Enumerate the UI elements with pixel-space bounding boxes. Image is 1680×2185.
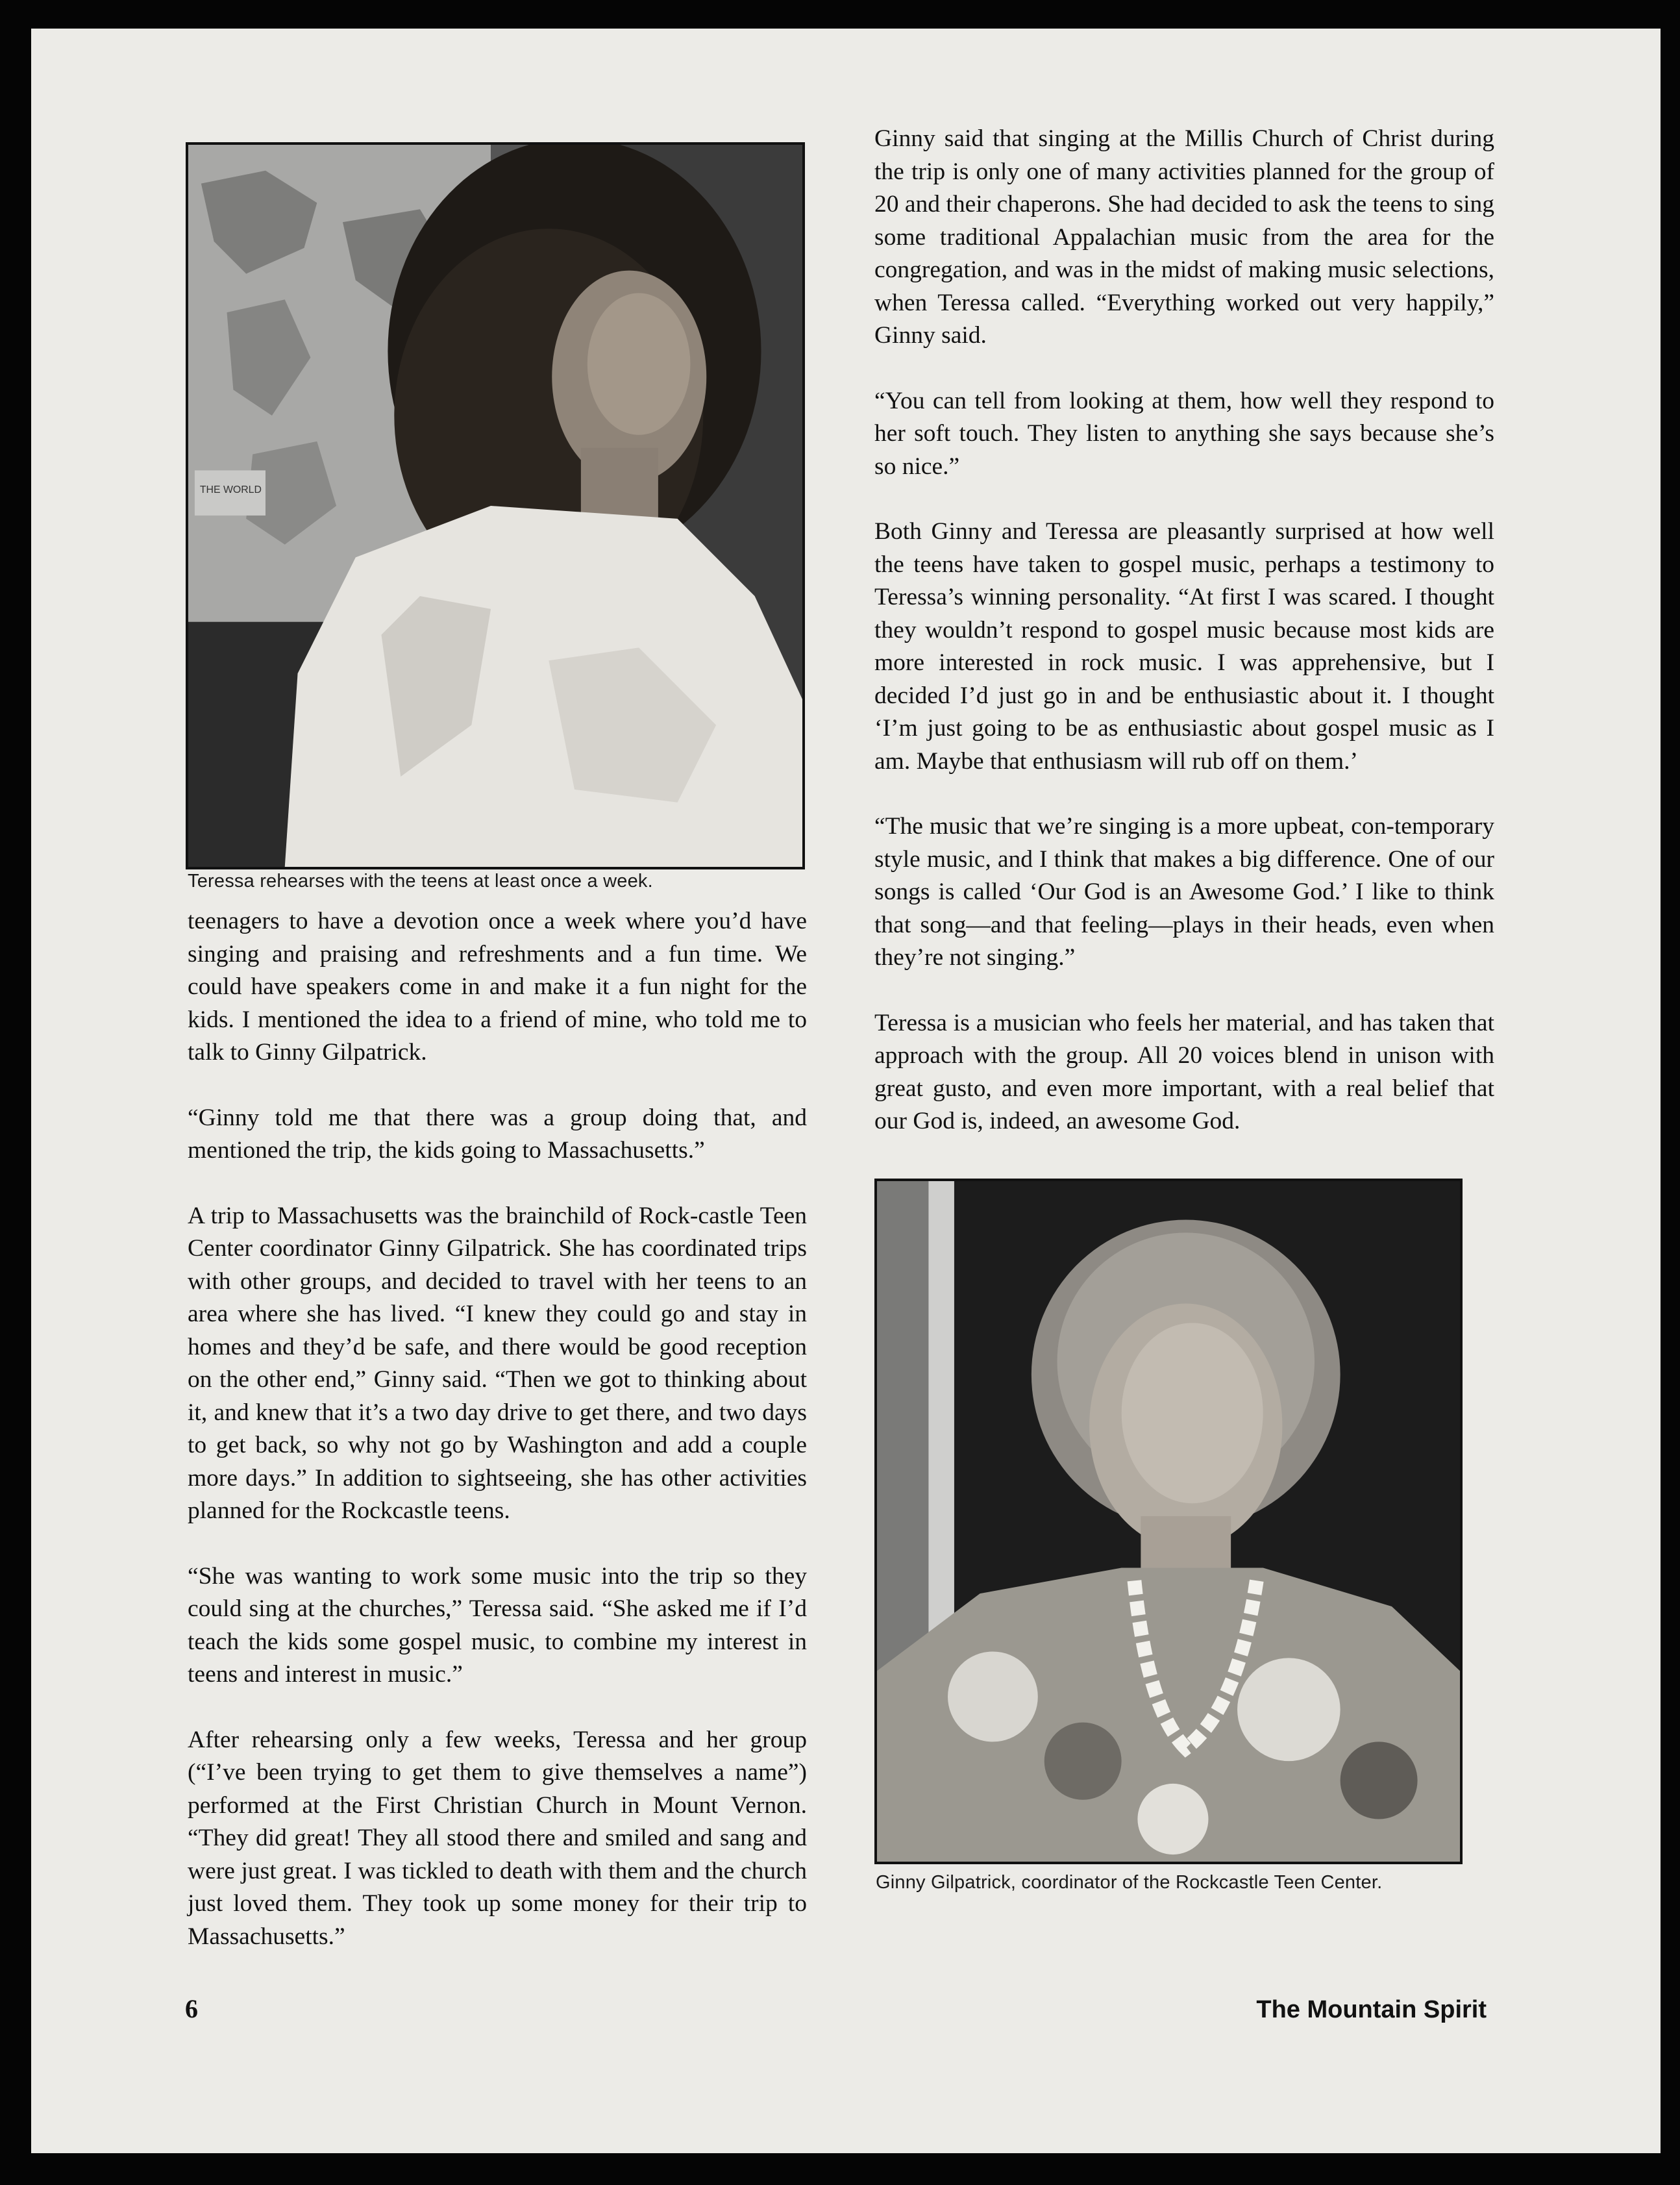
left-paragraph-3: A trip to Massachusetts was the brainchild of Rock-castle Teen Center coordinator Ginny Gilpatrick. She has coordinated trips with other groups, and decided to travel with her teens to an area where she has lived. “I knew they could go and stay in homes and they’d be safe, and there would be good reception on the other end,” Ginny said. “Then we got to thinking about it, and knew that it’s a two day drive to get there, and two days to get back, so why not go by Washington and add a couple more days.” In addition to sightseeing, she has other activities planned for the Rockcastle teens. xyxy=(188,1202,807,1524)
left-paragraph-4: “She was wanting to work some music into the trip so they could sing at the churches,” Teressa said. “She asked me if I’d teach the kids some gospel music, to combine my interest in teens and interest in music.” xyxy=(188,1562,807,1688)
right-paragraph-4: “The music that we’re singing is a more upbeat, con-temporary style music, and I think that makes a big difference. One of our songs is called ‘Our God is an Awesome God.’ I like to think that song—and that feeling—plays in their heads, even when they’re not singing.” xyxy=(874,813,1494,971)
left-paragraph-1: teenagers to have a devotion once a week where you’d have singing and praising and refreshments and a fun time. We could have speakers come in and make it a fun night for the kids. I mentioned the idea to a friend of mine, who told me to talk to Ginny Gilpatrick. xyxy=(188,908,807,1066)
publication-name: The Mountain Spirit xyxy=(1256,1996,1487,2023)
left-column xyxy=(188,142,807,1953)
photo-teressa xyxy=(186,142,805,869)
right-paragraph-2: “You can tell from looking at them, how well they respond to her soft touch. They listen to anything she says because she’s so nice.” xyxy=(874,387,1494,480)
page-number: 6 xyxy=(185,1994,198,2023)
left-paragraph-5: After rehearsing only a few weeks, Teressa and her group (“I’ve been trying to get them to give themselves a name”) performed at the First Christian Church in Mount Vernon. “They did great! They all stood there and smiled and sang and were just great. I was tickled to death with them and the church just loved them. They took up some money for their trip to Massachusetts.” xyxy=(188,1726,807,1950)
map-label: THE WORLD xyxy=(199,484,262,496)
right-paragraph-5: Teressa is a musician who feels her material, and has taken that approach with the group. All 20 voices blend in unison with great gusto, and even more important, with a real belief that our God is, indeed, an awesome God. xyxy=(874,1009,1494,1134)
right-article-body xyxy=(874,123,1494,1138)
photo-ginny xyxy=(874,1179,1463,1864)
right-column xyxy=(874,125,1494,1893)
left-article-body xyxy=(188,905,807,1953)
photo-teressa-image xyxy=(188,145,802,867)
photo-ginny-image xyxy=(877,1181,1460,1862)
right-paragraph-3: Both Ginny and Teressa are pleasantly surprised at how well the teens have taken to gospel music, perhaps a testimony to Teressa’s winning personality. “At first I was scared. I thought they wouldn’t respond to gospel music because most kids are more interested in rock music. I was apprehensive, but I decided I’d just go in and be enthusiastic about it. I thought ‘I’m just going to be as enthusiastic about gospel music as I am. Maybe that enthusiasm will rub off on them.’ xyxy=(874,518,1494,775)
left-paragraph-2: “Ginny told me that there was a group doing that, and mentioned the trip, the kids going to Massachusetts.” xyxy=(188,1104,807,1164)
magazine-page xyxy=(31,29,1661,2153)
photo-ginny-caption: Ginny Gilpatrick, coordinator of the Rockcastle Teen Center. xyxy=(876,1871,1383,1893)
photo-teressa-caption: Teressa rehearses with the teens at least once a week. xyxy=(188,871,653,892)
right-paragraph-1: Ginny said that singing at the Millis Church of Christ during the trip is only one of many activities planned for the group of 20 and their chaperons. She had decided to ask the teens to sing some traditional Appalachian music from the area for the congregation, and was in the midst of making music selections, when Teressa called. “Everything worked out very happily,” Ginny said. xyxy=(874,125,1494,349)
